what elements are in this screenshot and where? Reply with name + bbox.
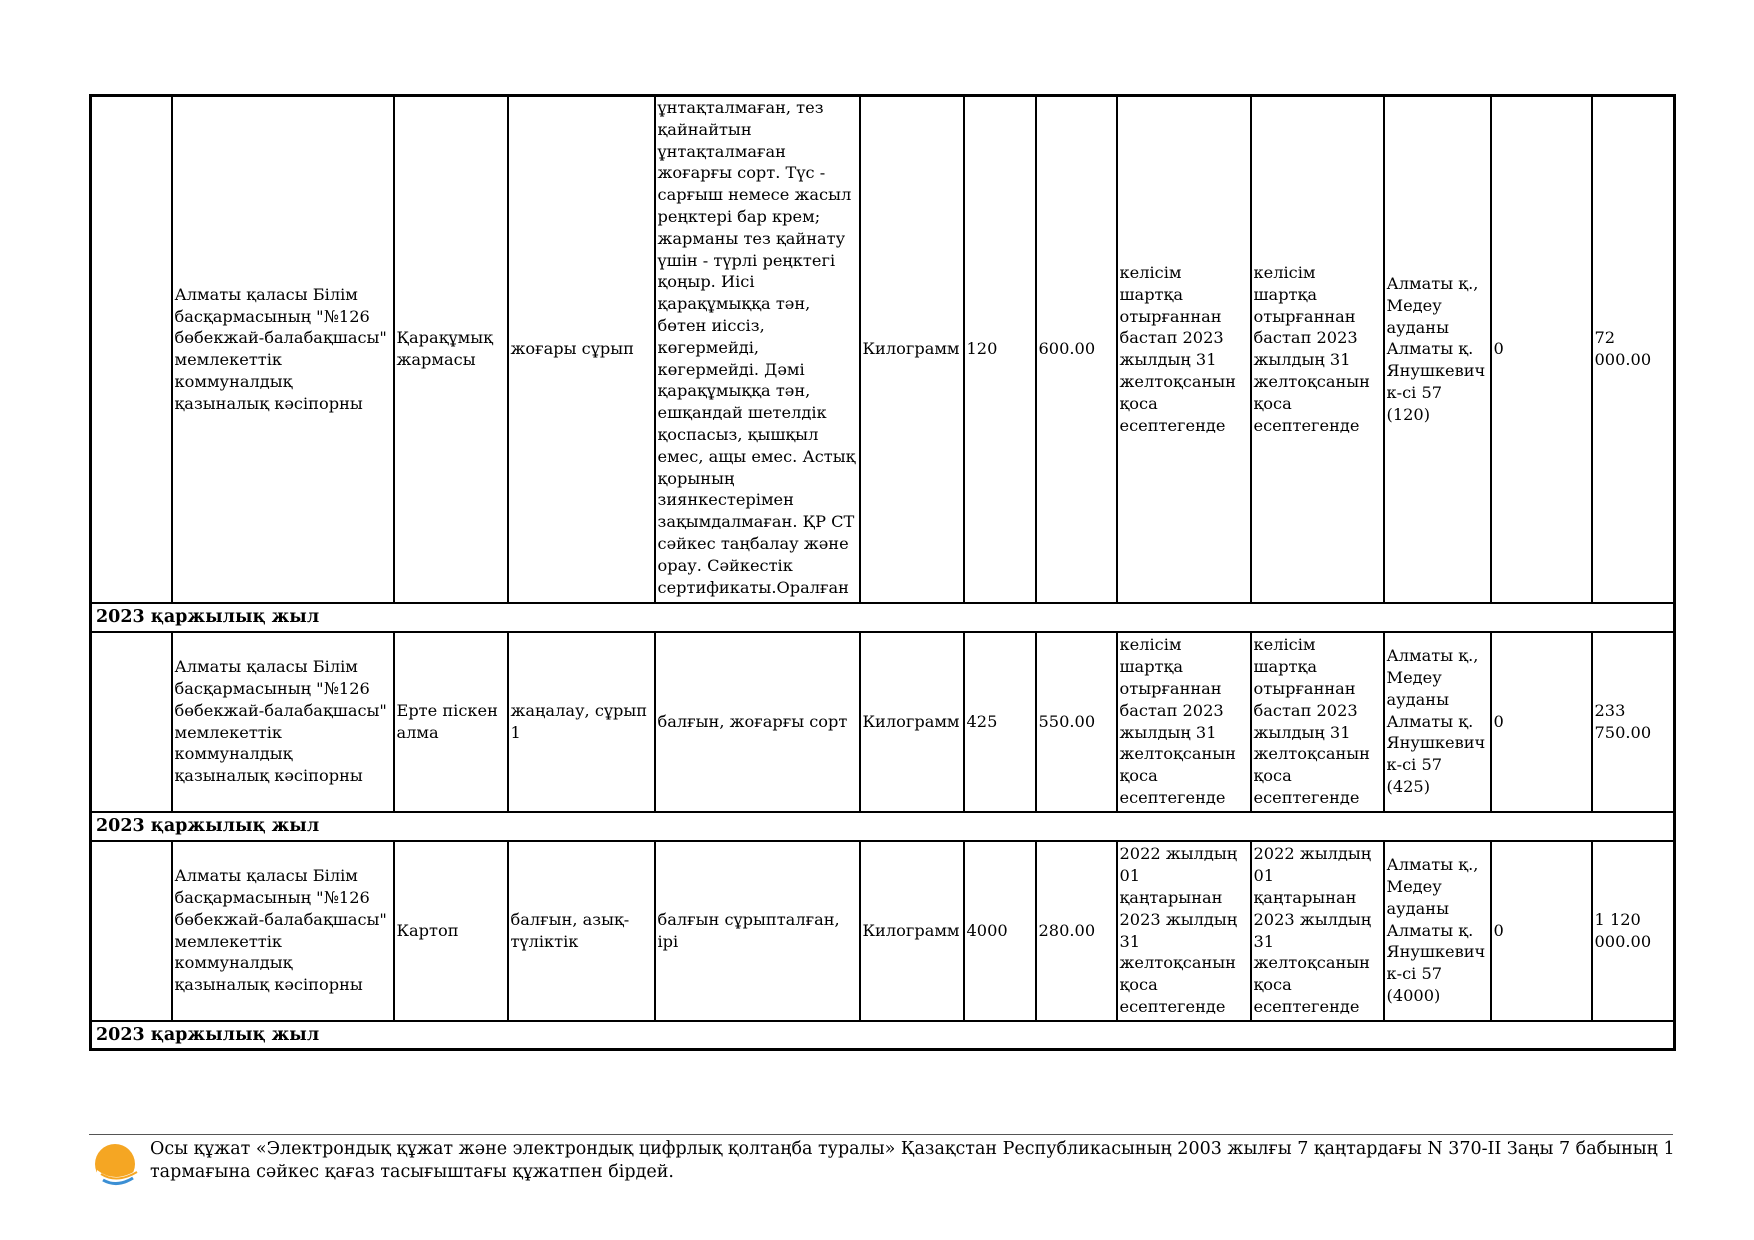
cell-number xyxy=(91,841,172,1021)
cell-customer: Алматы қаласы Білім басқармасының "№126 бөбекжай-балабақшасы" мемлекеттік коммуналдық қазыналық кәсіпорны xyxy=(172,841,394,1021)
year-row xyxy=(91,1021,1675,1050)
cell-term: 2022 жылдың 01 қаңтарынан 2023 жылдың 31 желтоқсанын қоса есептегенде xyxy=(1117,841,1251,1021)
cell-advance: 0 xyxy=(1491,632,1592,812)
cell-description: балғын сұрыпталған, ірі xyxy=(655,841,860,1021)
cell-term: келісім шартқа отырғаннан бастап 2023 жылдың 31 желтоқсанын қоса есептегенде xyxy=(1117,632,1251,812)
cell-characteristic: балғын, азық-түліктік xyxy=(508,841,655,1021)
cell-term: келісім шартқа отырғаннан бастап 2023 жылдың 31 желтоқсанын қоса есептегенде xyxy=(1251,632,1384,812)
cell-item-name: Картоп xyxy=(394,841,508,1021)
year-label: 2023 қаржылық жыл xyxy=(91,603,1675,632)
table-row xyxy=(91,96,1675,603)
cell-quantity: 4000 xyxy=(964,841,1036,1021)
table-row xyxy=(91,841,1675,1021)
year-label: 2023 қаржылық жыл xyxy=(91,1021,1675,1050)
year-row xyxy=(91,812,1675,841)
cell-characteristic: жоғары сұрып xyxy=(508,96,655,603)
cell-unit: Килограмм xyxy=(860,841,964,1021)
procurement-table xyxy=(89,94,1676,1051)
cell-description: балғын, жоғарғы сорт xyxy=(655,632,860,812)
cell-advance: 0 xyxy=(1491,841,1592,1021)
cell-term: келісім шартқа отырғаннан бастап 2023 жылдың 31 желтоқсанын қоса есептегенде xyxy=(1251,96,1384,603)
cell-term: 2022 жылдың 01 қаңтарынан 2023 жылдың 31 желтоқсанын қоса есептегенде xyxy=(1251,841,1384,1021)
cell-price: 280.00 xyxy=(1036,841,1117,1021)
cell-quantity: 120 xyxy=(964,96,1036,603)
cell-unit: Килограмм xyxy=(860,632,964,812)
cell-price: 600.00 xyxy=(1036,96,1117,603)
cell-customer: Алматы қаласы Білім басқармасының "№126 бөбекжай-балабақшасы" мемлекеттік коммуналдық қазыналық кәсіпорны xyxy=(172,632,394,812)
year-label: 2023 қаржылық жыл xyxy=(91,812,1675,841)
cell-quantity: 425 xyxy=(964,632,1036,812)
cell-item-name: Қарақұмық жармасы xyxy=(394,96,508,603)
cell-total: 1 120 000.00 xyxy=(1592,841,1675,1021)
year-row xyxy=(91,603,1675,632)
cell-delivery-place: Алматы қ., Медеу ауданы Алматы қ. Янушкевич к-сі 57 (4000) xyxy=(1384,841,1491,1021)
cell-delivery-place: Алматы қ., Медеу ауданы Алматы қ. Янушкевич к-сі 57 (120) xyxy=(1384,96,1491,603)
cell-term: келісім шартқа отырғаннан бастап 2023 жылдың 31 желтоқсанын қоса есептегенде xyxy=(1117,96,1251,603)
footer-divider xyxy=(89,1134,1673,1135)
cell-total: 233 750.00 xyxy=(1592,632,1675,812)
sun-logo-icon xyxy=(93,1140,141,1190)
cell-characteristic: жаңалау, сұрып 1 xyxy=(508,632,655,812)
cell-delivery-place: Алматы қ., Медеу ауданы Алматы қ. Янушкевич к-сі 57 (425) xyxy=(1384,632,1491,812)
table-row xyxy=(91,632,1675,812)
cell-customer: Алматы қаласы Білім басқармасының "№126 бөбекжай-балабақшасы" мемлекеттік коммуналдық қазыналық кәсіпорны xyxy=(172,96,394,603)
footer-legal-text: Осы құжат «Электрондық құжат және электрондық цифрлық қолтаңба туралы» Қазақстан Республикасының 2003 жылғы 7 қаңтардағы N 370-II Заңы 7 бабының 1 тармағына сәйкес қағаз тасығыштағы құжатпен бірдей. xyxy=(150,1139,1675,1182)
cell-number xyxy=(91,632,172,812)
cell-advance: 0 xyxy=(1491,96,1592,603)
cell-price: 550.00 xyxy=(1036,632,1117,812)
cell-number xyxy=(91,96,172,603)
cell-description: ұнтақталмаған, тез қайнайтын ұнтақталмаған жоғарғы сорт. Түс - сарғыш немесе жасыл реңктері бар крем; жарманы тез қайнату үшін - түрлі реңктегі қоңыр. Иісі қарақұмыққа тән, бөтен иіссіз, көгермейді, көгермейді. Дәмі қарақұмыққа тән, ешқандай шетелдік қоспасыз, қышқыл емес, ащы емес. Астық қорының зиянкестерімен зақымдалмаған. ҚР СТ сәйкес таңбалау және орау. Сәйкестік сертификаты.Оралған xyxy=(655,96,860,603)
cell-total: 72 000.00 xyxy=(1592,96,1675,603)
cell-unit: Килограмм xyxy=(860,96,964,603)
cell-item-name: Ерте піскен алма xyxy=(394,632,508,812)
